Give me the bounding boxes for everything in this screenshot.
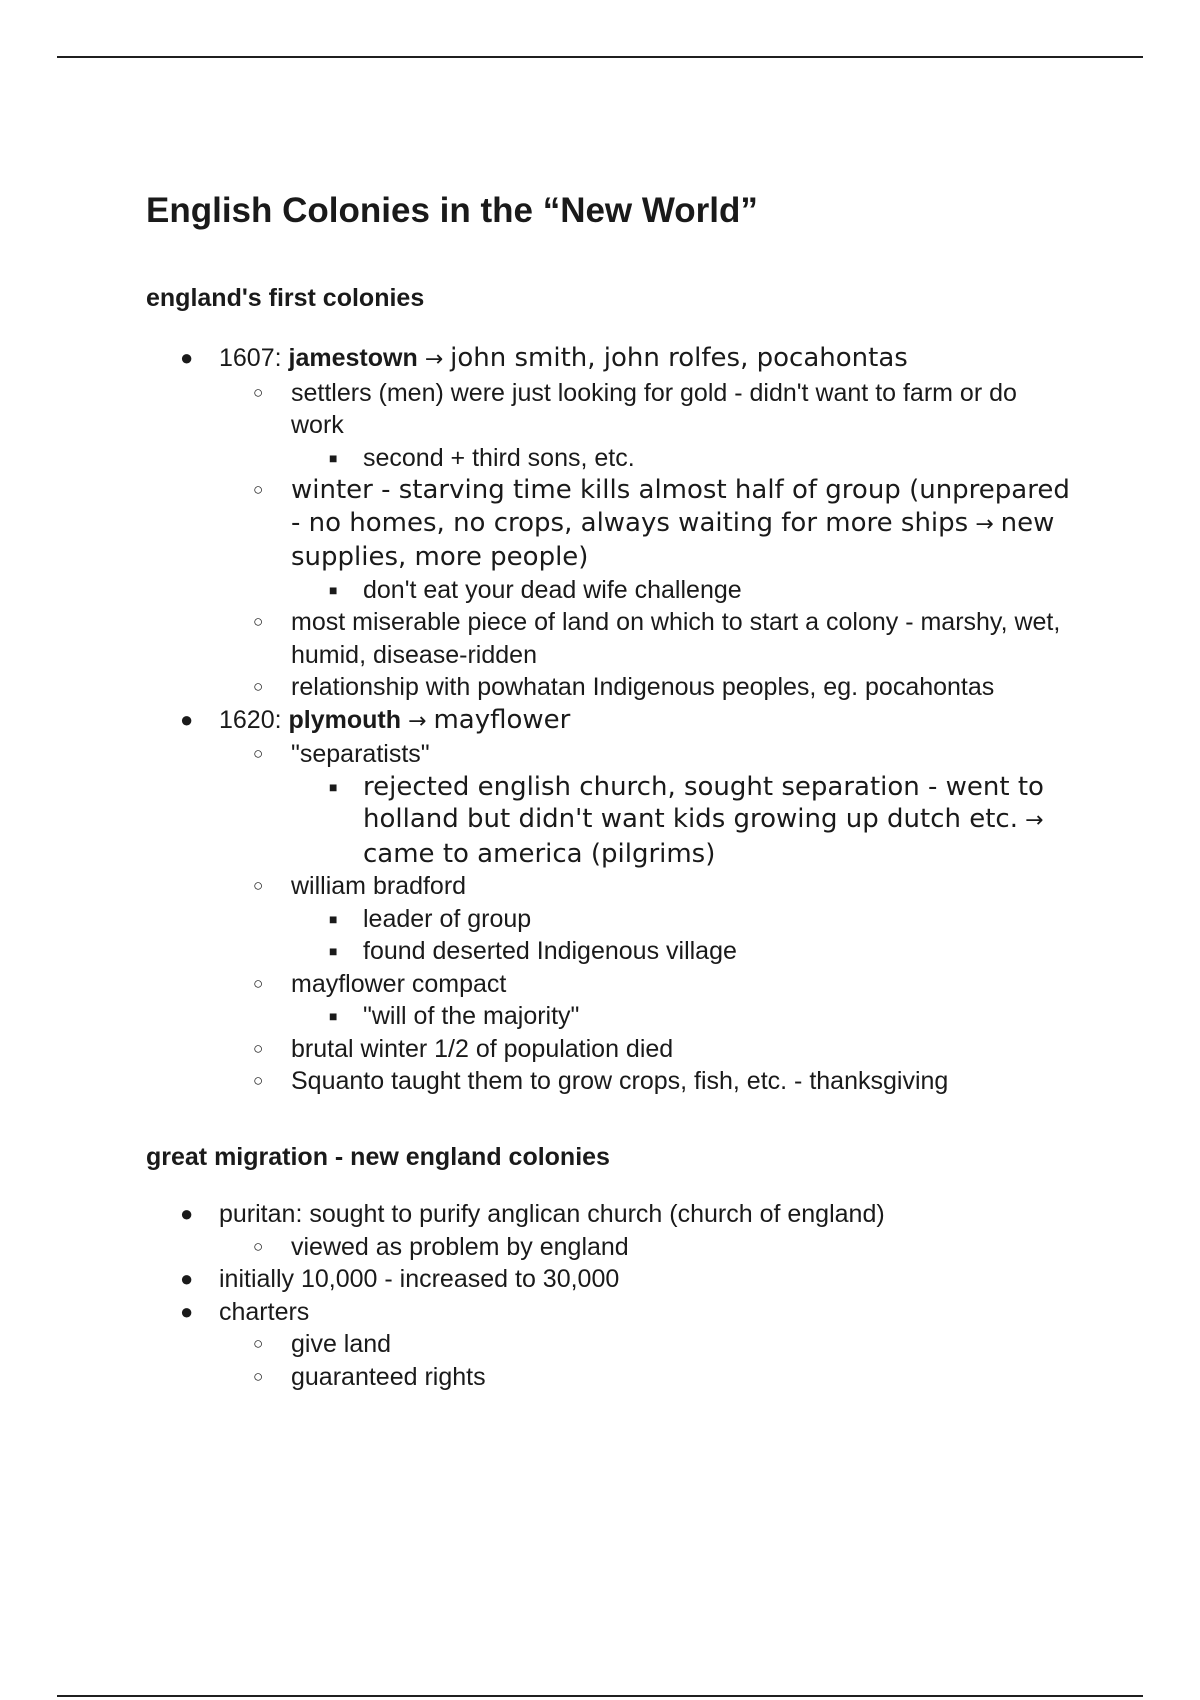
bullet-circle-icon: ○: [253, 1334, 264, 1353]
great-migration-list: [146, 1198, 1106, 1393]
list-item-leader: ■ leader of group: [146, 903, 1106, 936]
bullet-disc-icon: ●: [180, 1201, 194, 1226]
list-item-settlers: ○ settlers (men) were just looking for gold - didn't want to farm or do work: [253, 378, 1017, 439]
list-item-challenge: ■ don't eat your dead wife challenge: [146, 574, 1106, 607]
list-item-bradford: ○ william bradford: [146, 870, 1106, 903]
bullet-square-icon: ■: [329, 581, 338, 598]
bullet-square-icon: ■: [329, 449, 338, 466]
bullet-circle-icon: ○: [253, 612, 264, 631]
section-heading-great-migration: great migration - new england colonies: [146, 1143, 610, 1171]
bullet-circle-icon: ○: [253, 876, 264, 895]
list-item-land: ○ most miserable piece of land on which to start a colony - marshy, wet, humid, disease-ridden: [253, 608, 1061, 669]
list-item-village: ■ found deserted Indigenous village: [146, 935, 1106, 968]
list-item-rights: ○ guaranteed rights: [146, 1361, 1106, 1394]
list-item-jamestown: ● 1607: jamestown → john smith, john rolfes, pocahontas: [180, 343, 908, 373]
bullet-square-icon: ■: [329, 910, 338, 927]
arrow-icon: →: [401, 708, 434, 734]
top-rule: [57, 56, 1143, 58]
page-title: English Colonies in the “New World”: [146, 191, 758, 230]
list-item-brutal-winter: ○ brutal winter 1/2 of population died: [146, 1033, 1106, 1066]
bullet-circle-icon: ○: [253, 973, 264, 993]
list-item-problem: ○ viewed as problem by england: [146, 1231, 1106, 1264]
bullet-circle-icon: ○: [253, 744, 264, 763]
list-item-sons: ■ second + third sons, etc.: [146, 442, 1106, 475]
list-item-charters: ● charters: [146, 1296, 1106, 1329]
bullet-disc-icon: ●: [180, 706, 194, 732]
bullet-circle-icon: ○: [253, 382, 264, 402]
list-item-population: ● initially 10,000 - increased to 30,000: [146, 1263, 1106, 1296]
bullet-circle-icon: ○: [253, 677, 264, 696]
bullet-disc-icon: ●: [180, 1266, 194, 1291]
bullet-circle-icon: ○: [253, 480, 264, 499]
bullet-square-icon: ■: [329, 943, 338, 959]
list-item-majority: ■ "will of the majority": [146, 1000, 1106, 1033]
arrow-icon: →: [968, 511, 1001, 537]
list-item-compact: ○ mayflower compact: [146, 968, 1106, 1001]
first-colonies-list: [146, 342, 1106, 1098]
bullet-circle-icon: ○: [253, 1038, 264, 1058]
list-item-winter: ○ winter - starving time kills almost half of group (unprepared - no homes, no crops, always waiting for more ships → new supplies, more people): [253, 475, 1070, 572]
bullet-disc-icon: ●: [180, 345, 194, 370]
bullet-disc-icon: ●: [180, 1298, 194, 1324]
list-item-puritan: ● puritan: sought to purify anglican church (church of england): [146, 1198, 1106, 1231]
list-item-squanto: ○ Squanto taught them to grow crops, fish, etc. - thanksgiving: [146, 1065, 1106, 1098]
bullet-square-icon: ■: [329, 778, 338, 795]
plymouth-label: plymouth: [288, 705, 402, 734]
bullet-circle-icon: ○: [253, 1366, 264, 1386]
list-item-give-land: ○ give land: [146, 1328, 1106, 1361]
list-item-plymouth: ● 1620: plymouth → mayflower: [180, 704, 571, 735]
jamestown-label: jamestown: [288, 344, 418, 372]
bullet-square-icon: ■: [329, 1008, 338, 1024]
list-item-rejected: ■ rejected english church, sought separation - went to holland but didn't want kids growing up dutch etc. → came to america (pilgrims): [329, 771, 1044, 869]
arrow-icon: →: [417, 347, 451, 372]
bullet-circle-icon: ○: [253, 1236, 264, 1256]
list-item-powhatan: ○ relationship with powhatan Indigenous peoples, eg. pocahontas: [146, 671, 1106, 704]
list-item-separatists: ○ "separatists": [146, 738, 1106, 771]
bottom-rule: [57, 1695, 1143, 1697]
bullet-circle-icon: ○: [253, 1071, 264, 1090]
section-heading-first-colonies: england's first colonies: [146, 284, 425, 312]
arrow-icon: →: [1017, 808, 1044, 833]
